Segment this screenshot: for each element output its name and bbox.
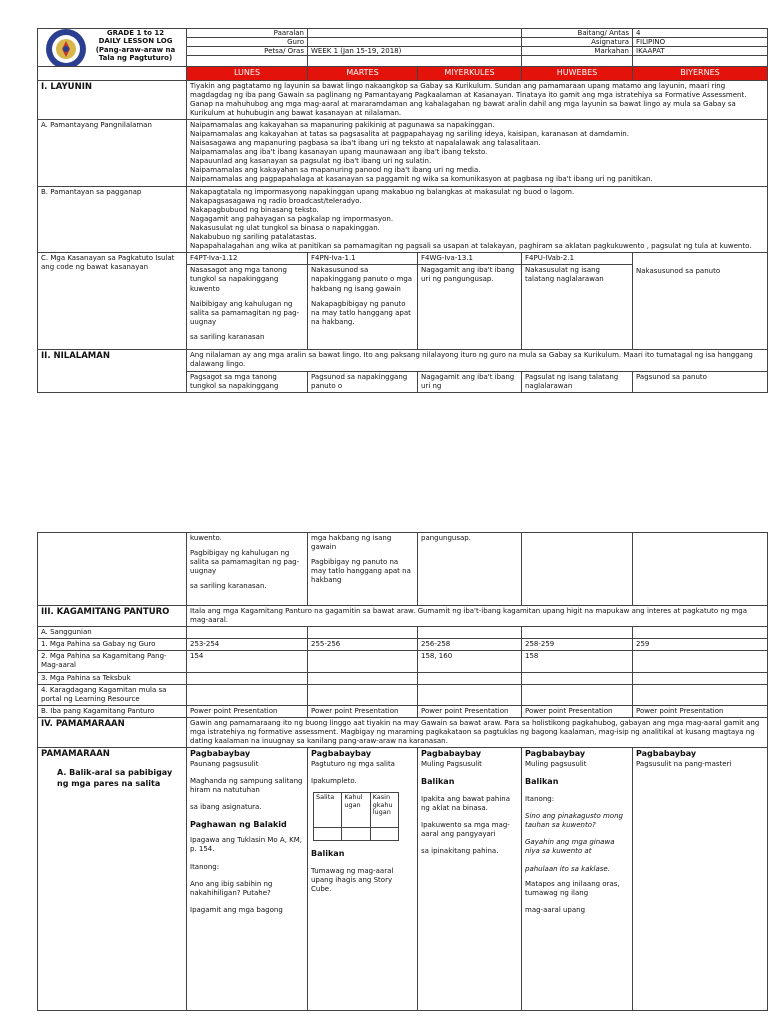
kagamitang-mag-label: 2. Mga Pahina sa Kagamitang Pang- Mag-aaral — [38, 651, 187, 672]
gabay-biyernes: 259 — [633, 639, 768, 651]
gabay-label: 1. Mga Pahina sa Gabay ng Guro — [38, 639, 187, 651]
pagganap-line: Nakabubuo ng sariling patalatastas. — [190, 233, 317, 242]
huwebes-text: Sino ang pinakagusto mong tauhan sa kuwento? — [525, 812, 623, 830]
huwebes-text: Gayahin ang mga ginawa niya sa kuwento at — [525, 838, 615, 856]
pangnilalaman-line: Naipamamalas ang kakayahan sa mapanuring pakikinig at pagunawa sa napakinggan. — [190, 120, 495, 129]
teksbuk-label: 3. Mga Pahina sa Teksbuk — [38, 672, 187, 684]
salita-table-cell — [342, 827, 370, 840]
continued-biyernes — [633, 533, 768, 606]
balik-aral-label: A. Balik-aral sa pabibigay ng mga pares na salita — [57, 768, 173, 789]
code-martes: F4PN-Iva-1.1 — [308, 253, 418, 265]
karagdagang-cell — [633, 684, 768, 705]
miyerkules-text: Ipakuwento sa mga mag-aaral ang pangyayari — [421, 821, 510, 839]
header-blank — [633, 56, 768, 67]
miyerkules-text: Ipakita ang bawat pahina ng aklat na binasa. — [421, 795, 511, 813]
nilalaman-text: Ang nilalaman ay ang mga aralin sa bawat lingo. Ito ang paksang nilalayong ituro ng guro na mula sa Gabay sa Kurikulum. Maari ito tumatagal ng isa hanggang dalawang lingo. — [187, 350, 768, 371]
pangnilalaman-line: Napauunlad ang kasanayan sa pagsulat ng iba't ibang uri ng sulatin. — [190, 157, 432, 166]
gabay-huwebes: 258-259 — [522, 639, 633, 651]
biyernes-text: Pagsusulit na pang-masteri — [636, 759, 732, 768]
sanggunian-cell — [522, 627, 633, 639]
paaralan-value — [308, 29, 522, 38]
nilalaman-huwebes: Pagsulat ng isang talatang naglalarawan — [522, 371, 633, 392]
kasanayan-text: Nakasusulat ng isang talatang naglalarawan — [525, 266, 604, 284]
header-blank — [308, 56, 522, 67]
pagbabaybay-heading: Pagbabaybay — [636, 749, 697, 759]
iba-biyernes: Power point Presentation — [633, 705, 768, 717]
paaralan-label: Paaralan — [187, 29, 308, 38]
day-header-huwebes: HUWEBES — [522, 67, 633, 80]
huwebes-text: mag-aaral upang — [525, 905, 586, 914]
pamamaraan-biyernes — [633, 748, 768, 1011]
nilalaman-martes: Pagsunod sa napakinggang panuto o — [308, 371, 418, 392]
miyerkules-text: Muling Pagsusulit — [421, 759, 482, 768]
salita-col: Salita — [314, 792, 342, 827]
iba-martes: Power point Presentation — [308, 705, 418, 717]
gabay-lunes: 253-254 — [187, 639, 308, 651]
pangnilalaman-line: Naipamamalas ang iba't ibang kasanayan upang maunawaan ang iba't ibang teksto. — [190, 148, 488, 157]
code-lunes: F4PT-Iva-1.12 — [187, 253, 308, 265]
lunes-text: Ipagamit ang mga bagong — [190, 905, 283, 914]
lunes-text: Paunang pagsusulit — [190, 759, 259, 768]
pagbabaybay-heading: Pagbabaybay — [190, 749, 251, 759]
kagamitan-text: Itala ang mga Kagamitang Panturo na gagamitin sa bawat araw. Gumamit ng iba't-ibang kagamitan upang higit na mapukaw ang interes at pagkatuto ng mga mag-aaral. — [187, 606, 768, 627]
huwebes-text: Itanong: — [525, 795, 555, 804]
pamamaraan-martes — [308, 748, 418, 1011]
nilalaman-biyernes: Pagsunod sa panuto — [633, 371, 768, 392]
pamamaraan-miyerkules — [418, 748, 522, 1011]
sanggunian-cell — [418, 627, 522, 639]
layunin-text: Tiyakin ang pagtatamo ng layunin sa bawat lingo nakaangkop sa Gabay sa Kurikulum. Sundan ang pamamaraan upang matamo ang layunin, maari ring magdagdag ng iba pang Gawain sa paglinang ng Pamantayang Pagkaalaman at Kasanayan. Tinataya ito gamit ang mga istratehiya sa Formative Assessment. Ganap na mahuhubog ang mga mag-aaral at mararamdaman ang kahalagahan ng bawat aralin dahil ang mga layunin sa bawat lingo ay mula sa Gabay sa Kurikulum at huhubugin ang bawat kasanayan at nilalaman. — [187, 80, 768, 119]
pagbabaybay-heading: Pagbabaybay — [525, 749, 586, 759]
day-header-blank — [38, 67, 187, 80]
sanggunian-cell — [633, 627, 768, 639]
kasanayan-text: sa sariling karanasan — [190, 332, 265, 341]
huwebes-text: pahulaan ito sa kaklase. — [525, 864, 610, 873]
asignatura-label: Asignatura — [522, 38, 633, 47]
martes-story-cube-text: Tumawag ng mag-aaral upang ihagis ang Story Cube. — [311, 867, 394, 894]
pamamaraan-text: Gawin ang pamamaraang ito ng buong linggo aat tiyakin na may Gawain sa bawat araw. Para sa holistikong pagkahubog, gabayan ang mga mag-aaral gamit ang mga istratehiya ng formative assessment. Magbigay ng maraming pagkakataon sa pagtuklas ng bagong kaalaman, mag-isip ng analitikal at kusang magtaya ng dating kaalaman na inuugnay sa kanilang pang-araw-araw na karanasan. — [187, 717, 768, 747]
baitang-label: Baitang/ Antas — [522, 29, 633, 38]
daily-lesson-log-subtitle: (Pang-araw-araw na Tala ng Pagtuturo) — [95, 45, 176, 63]
continued-text: sa sariling karanasan. — [190, 582, 267, 591]
lesson-log-page-1 — [37, 28, 768, 393]
kagamitang-mag-martes — [308, 651, 418, 672]
kasanayan-label: C. Mga Kasanayan sa Pagkatuto Isulat ang code ng bawat kasanayan — [38, 253, 187, 350]
continued-lunes — [187, 533, 308, 606]
guro-value — [308, 38, 522, 47]
lesson-log-page-2 — [37, 532, 768, 1011]
kasingkahulugan-col: Kasin gkahu lugan — [370, 792, 398, 827]
salita-table — [313, 792, 399, 841]
pagganap-label: B. Pamantayan sa pagganap — [38, 186, 187, 253]
lunes-text: sa ibang asignatura. — [190, 802, 262, 811]
kasanayan-miyerkules — [418, 265, 522, 350]
day-header-miyerkules: MIYERKULES — [418, 67, 522, 80]
karagdagang-cell — [187, 684, 308, 705]
teksbuk-cell — [187, 672, 308, 684]
day-header-row — [38, 67, 768, 80]
pangnilalaman-line: Naisasagawa ang mapanuring pagbasa sa iba't ibang uri ng teksto at napalalawak ang talasalitaan. — [190, 139, 541, 148]
code-miyerkules: F4WG-Iva-13.1 — [418, 253, 522, 265]
grade-range: GRADE 1 to 12 — [106, 29, 165, 37]
kasanayan-text: Nagagamit ang iba't ibang uri ng pangungusap. — [421, 266, 515, 284]
kasanayan-text: Nasasagot ang mga tanong tungkol sa napakinggang kuwento — [190, 266, 287, 293]
kasanayan-text: Naibibigay ang kahulugan ng salita sa pamamagitan ng pag-uugnay — [190, 299, 300, 326]
martes-text: Pagtuturo ng mga salita — [311, 759, 395, 768]
pangnilalaman-line: Naipamamalas ang kakayahan sa mapanuring panood ng iba't ibang uri ng media. — [190, 166, 481, 175]
continued-text: pangungusap. — [421, 534, 471, 542]
layunin-label: I. LAYUNIN — [38, 80, 187, 119]
nilalaman-lunes: Pagsagot sa mga tanong tungkol sa napakinggang — [187, 371, 308, 392]
day-header-martes: MARTES — [308, 67, 418, 80]
kagamitang-mag-lunes: 154 — [187, 651, 308, 672]
paghawan-heading: Paghawan ng Balakid — [190, 819, 287, 829]
baitang-value: 4 — [633, 29, 768, 38]
pagganap-line: Nakapagbubuod ng binasang teksto. — [190, 205, 319, 214]
pagganap-line: Nagagamit ang pahayagan sa pagkalap ng impormasyon. — [190, 214, 394, 223]
teksbuk-cell — [308, 672, 418, 684]
header-blank — [187, 56, 308, 67]
pagbabaybay-heading: Pagbabaybay — [311, 749, 372, 759]
continued-huwebes — [522, 533, 633, 606]
continued-text: kuwento. — [190, 534, 222, 542]
kahulugan-col: Kahul ugan — [342, 792, 370, 827]
kasanayan-text: Nakasusunod sa napakinggang panuto o mga hakbang ng isang gawain — [311, 266, 413, 293]
iba-lunes: Power point Presentation — [187, 705, 308, 717]
lunes-text: Ipagawa ang Tuklasin Mo A, KM, p. 154. — [190, 836, 302, 854]
pagganap-line: Napapahalagahan ang wika at panitikan sa pamamagitan ng pagsali sa usapan at talakayan, paghiram sa aklatan pagkukuwento , pagsulat ng tula at kuwento. — [190, 242, 752, 251]
kagamitang-mag-miyerkules: 158, 160 — [418, 651, 522, 672]
pamamaraan-lunes — [187, 748, 308, 1011]
asignatura-value: FILIPINO — [633, 38, 768, 47]
nilalaman-miyerkules: Nagagamit ang iba't ibang uri ng — [418, 371, 522, 392]
guro-label: Guro — [187, 38, 308, 47]
karagdagang-cell — [522, 684, 633, 705]
pagbabaybay-heading: Pagbabaybay — [421, 749, 482, 759]
header-blank — [522, 56, 633, 67]
gabay-miyerkules: 256-258 — [418, 639, 522, 651]
kagamitan-label: III. KAGAMITANG PANTURO — [38, 606, 187, 627]
day-header-biyernes: BIYERNES — [633, 67, 768, 80]
header-title-cell — [38, 29, 187, 67]
pamamaraan-sub-label: PAMAMARAAN — [41, 749, 110, 760]
markahan-value: IKAAPAT — [633, 47, 768, 56]
lunes-text: Ano ang ibig sabihin ng nakahihiligan? Putahe? — [190, 879, 273, 897]
teksbuk-cell — [418, 672, 522, 684]
lunes-text: Itanong: — [190, 862, 220, 871]
sanggunian-cell — [308, 627, 418, 639]
kasanayan-biyernes: Nakasusunod sa panuto — [633, 253, 768, 350]
kasanayan-martes — [308, 265, 418, 350]
nilalaman-label: II. NILALAMAN — [38, 350, 187, 392]
pagganap-line: Nakapagsasagawa ng radio broadcast/teleradyo. — [190, 196, 362, 205]
pagganap-line: Nakasusulat ng ulat tungkol sa binasa o napakinggan. — [190, 223, 380, 232]
continued-miyerkules — [418, 533, 522, 606]
daily-lesson-log-title: DAILY LESSON LOG — [98, 37, 173, 46]
petsa-label: Petsa/ Oras — [187, 47, 308, 56]
salita-table-cell — [314, 827, 342, 840]
sanggunian-cell — [187, 627, 308, 639]
pagganap-line: Nakapagtatala ng impormasyong napakinggan upang makabuo ng balangkas at makasulat ng buod o lagom. — [190, 187, 575, 196]
miyerkules-text: sa ipinakitang pahina. — [421, 847, 499, 856]
karagdagang-cell — [418, 684, 522, 705]
iba-miyerkules: Power point Presentation — [418, 705, 522, 717]
continued-text: Pagbibigay ng kahulugan ng salita sa pamamagitan ng pag-uugnay — [190, 549, 300, 576]
pangnilalaman-line: Naipamamalas ang kakayahan at tatas sa pagsasalita at pagpapahayag ng sariling ideya, kaisipan, karanasan at damdamin. — [190, 130, 629, 138]
balikan-heading: Balikan — [311, 848, 345, 858]
sanggunian-label: A. Sanggunian — [38, 627, 187, 639]
gabay-martes: 255-256 — [308, 639, 418, 651]
kagamitang-mag-huwebes: 158 — [522, 651, 633, 672]
code-huwebes: F4PU-IVab-2.1 — [522, 253, 633, 265]
iba-huwebes: Power point Presentation — [522, 705, 633, 717]
lunes-text: Maghanda ng sampung salitang hiram na natutuhan — [190, 776, 303, 794]
petsa-value: WEEK 1 (Jan 15-19, 2018) — [308, 47, 522, 56]
balikan-heading: Balikan — [525, 776, 559, 786]
teksbuk-cell — [633, 672, 768, 684]
pangnilalaman-label: A. Pamantayang Pangnilalaman — [38, 119, 187, 186]
martes-text: Ipakumpleto. — [311, 776, 357, 785]
iba-label: B. Iba pang Kagamitang Panturo — [38, 705, 187, 717]
martes-text — [311, 867, 414, 894]
pagganap-text — [187, 186, 768, 253]
huwebes-text: Matapos ang inilaang oras, tumawag ng ilang — [525, 879, 620, 897]
huwebes-text: Muling pagsusulit — [525, 759, 587, 768]
markahan-label: Markahan — [522, 47, 633, 56]
balikan-heading: Balikan — [421, 776, 455, 786]
pangnilalaman-text — [187, 119, 768, 186]
pamamaraan-huwebes — [522, 748, 633, 1011]
day-header-lunes: LUNES — [187, 67, 308, 80]
salita-table-cell — [370, 827, 398, 840]
kasanayan-huwebes — [522, 265, 633, 350]
kasanayan-lunes — [187, 265, 308, 350]
continued-text: Pagbibigay ng panuto na may tatlo hanggang apat na hakbang — [311, 558, 411, 585]
continued-blank — [38, 533, 187, 606]
karagdagang-label: 4. Karagdagang Kagamitan mula sa portal ng Learning Resource — [38, 684, 187, 705]
continued-text: mga hakbang ng isang gawain — [311, 534, 392, 552]
continued-martes — [308, 533, 418, 606]
karagdagang-cell — [308, 684, 418, 705]
pamamaraan-a-cell — [38, 748, 187, 1011]
kasanayan-text: Nakapagbibigay ng panuto na may tatlo hanggang apat na hakbang. — [311, 299, 411, 326]
pamamaraan-label: IV. PAMAMARAAN — [38, 717, 187, 747]
kagamitang-mag-biyernes — [633, 651, 768, 672]
teksbuk-cell — [522, 672, 633, 684]
pangnilalaman-line: Naipamamalas ang pagpapahalaga at kasanayan sa paggamit ng wika sa komunikasyon at pagbasa ng iba't ibang uri ng panitikan. — [190, 175, 653, 184]
